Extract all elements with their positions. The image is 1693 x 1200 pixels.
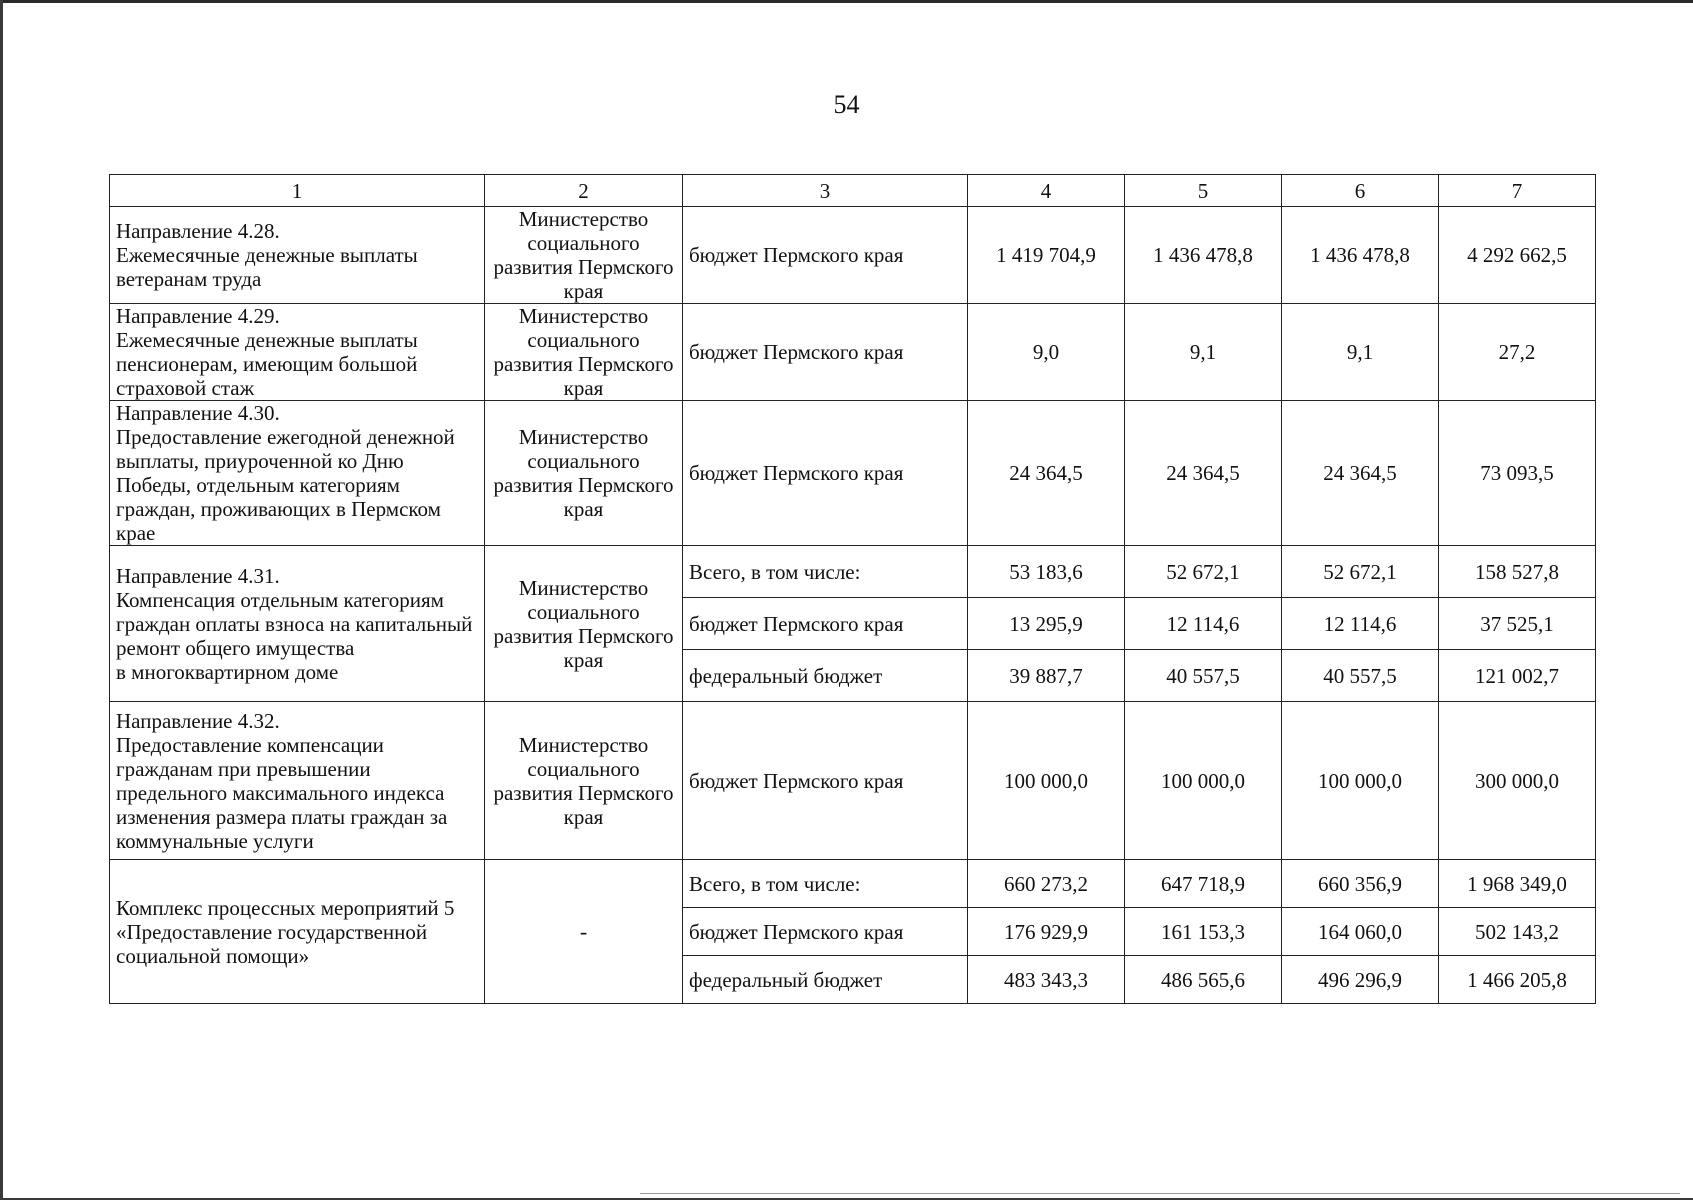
amount-cell-v4: 1 419 704,9 xyxy=(968,207,1125,304)
measure-name-cell xyxy=(110,702,485,860)
measure-name-cell xyxy=(110,207,485,304)
amount-cell-v4: 13 295,9 xyxy=(968,598,1125,650)
measure-name-line: Направление 4.32. xyxy=(116,708,280,733)
executor-cell: Министерство социального развития Пермского края xyxy=(485,207,683,304)
measure-name-line: Направление 4.28. xyxy=(116,219,280,243)
funding-source-cell: федеральный бюджет xyxy=(683,650,968,702)
funding-source-cell: бюджет Пермского края xyxy=(683,304,968,401)
funding-source-cell: бюджет Пермского края xyxy=(683,401,968,546)
funding-source-cell: бюджет Пермского края xyxy=(683,207,968,304)
amount-cell-v6: 9,1 xyxy=(1282,304,1439,401)
amount-cell-v7: 502 143,2 xyxy=(1439,908,1596,956)
amount-cell-v5: 52 672,1 xyxy=(1125,546,1282,598)
amount-cell-v6: 660 356,9 xyxy=(1282,860,1439,908)
amount-cell-v4: 53 183,6 xyxy=(968,546,1125,598)
funding-source-cell: федеральный бюджет xyxy=(683,956,968,1004)
table-body xyxy=(110,175,1596,1004)
amount-cell-v4: 100 000,0 xyxy=(968,702,1125,860)
header-cell-4: 4 xyxy=(968,175,1125,207)
scan-line-bottom xyxy=(640,1193,1680,1194)
funding-source-cell: Всего, в том числе: xyxy=(683,860,968,908)
amount-cell-v7: 27,2 xyxy=(1439,304,1596,401)
amount-cell-v5: 161 153,3 xyxy=(1125,908,1282,956)
amount-cell-v7: 73 093,5 xyxy=(1439,401,1596,546)
amount-cell-v6: 164 060,0 xyxy=(1282,908,1439,956)
header-cell-1: 1 xyxy=(110,175,485,207)
measure-name-line: «Предоставление государственной социальной помощи» xyxy=(116,919,428,968)
header-cell-3: 3 xyxy=(683,175,968,207)
measure-name-line: Ежемесячные денежные выплаты пенсионерам, имеющим большой страховой стаж xyxy=(116,328,418,400)
amount-cell-v6: 100 000,0 xyxy=(1282,702,1439,860)
amount-cell-v7: 121 002,7 xyxy=(1439,650,1596,702)
amount-cell-v5: 9,1 xyxy=(1125,304,1282,401)
amount-cell-v7: 158 527,8 xyxy=(1439,546,1596,598)
amount-cell-v5: 24 364,5 xyxy=(1125,401,1282,546)
table-row xyxy=(110,546,1596,598)
table-row xyxy=(110,304,1596,401)
amount-cell-v6: 496 296,9 xyxy=(1282,956,1439,1004)
executor-cell: - xyxy=(485,860,683,1004)
executor-cell: Министерство социального развития Пермского края xyxy=(485,702,683,860)
measure-name-cell xyxy=(110,304,485,401)
measure-name-line: Направление 4.29. xyxy=(116,304,280,328)
table-row xyxy=(110,401,1596,546)
amount-cell-v4: 483 343,3 xyxy=(968,956,1125,1004)
scan-edge-left xyxy=(0,0,3,1200)
funding-source-cell: бюджет Пермского края xyxy=(683,598,968,650)
amount-cell-v4: 9,0 xyxy=(968,304,1125,401)
amount-cell-v7: 37 525,1 xyxy=(1439,598,1596,650)
amount-cell-v5: 12 114,6 xyxy=(1125,598,1282,650)
header-cell-5: 5 xyxy=(1125,175,1282,207)
amount-cell-v5: 647 718,9 xyxy=(1125,860,1282,908)
amount-cell-v6: 12 114,6 xyxy=(1282,598,1439,650)
executor-cell: Министерство социального развития Пермского края xyxy=(485,546,683,702)
scan-edge-top xyxy=(0,0,1693,3)
measure-name-line: Предоставление ежегодной денежной выплаты, приуроченной ко Дню Победы, отдельным категориям граждан, проживающих в Пермском крае xyxy=(116,425,455,545)
table-row xyxy=(110,860,1596,908)
amount-cell-v7: 1 968 349,0 xyxy=(1439,860,1596,908)
page-number: 54 xyxy=(833,90,860,119)
funding-source-cell: бюджет Пермского края xyxy=(683,908,968,956)
executor-cell: Министерство социального развития Пермского края xyxy=(485,401,683,546)
executor-cell: Министерство социального развития Пермского края xyxy=(485,304,683,401)
amount-cell-v4: 176 929,9 xyxy=(968,908,1125,956)
amount-cell-v6: 52 672,1 xyxy=(1282,546,1439,598)
amount-cell-v4: 24 364,5 xyxy=(968,401,1125,546)
amount-cell-v6: 1 436 478,8 xyxy=(1282,207,1439,304)
amount-cell-v4: 660 273,2 xyxy=(968,860,1125,908)
measure-name-line: в многоквартирном доме xyxy=(116,659,339,684)
amount-cell-v5: 1 436 478,8 xyxy=(1125,207,1282,304)
amount-cell-v7: 4 292 662,5 xyxy=(1439,207,1596,304)
measure-name-cell xyxy=(110,860,485,1004)
amount-cell-v7: 1 466 205,8 xyxy=(1439,956,1596,1004)
amount-cell-v6: 40 557,5 xyxy=(1282,650,1439,702)
header-cell-2: 2 xyxy=(485,175,683,207)
amount-cell-v4: 39 887,7 xyxy=(968,650,1125,702)
amount-cell-v5: 100 000,0 xyxy=(1125,702,1282,860)
table-header-row xyxy=(110,175,1596,207)
measure-name-line: Ежемесячные денежные выплаты ветеранам труда xyxy=(116,243,418,291)
amount-cell-v5: 40 557,5 xyxy=(1125,650,1282,702)
funding-source-cell: Всего, в том числе: xyxy=(683,546,968,598)
budget-table xyxy=(109,174,1596,1004)
funding-source-cell: бюджет Пермского края xyxy=(683,702,968,860)
header-cell-7: 7 xyxy=(1439,175,1596,207)
measure-name-cell xyxy=(110,546,485,702)
amount-cell-v7: 300 000,0 xyxy=(1439,702,1596,860)
measure-name-line: Направление 4.30. xyxy=(116,401,280,425)
header-cell-6: 6 xyxy=(1282,175,1439,207)
measure-name-cell xyxy=(110,401,485,546)
measure-name-line: Компенсация отдельным категориям граждан оплаты взноса на капитальный ремонт общего имущества xyxy=(116,587,473,660)
measure-name-line: Предоставление компенсации гражданам при превышении предельного максимального индекса изменения размера платы граждан за коммунальные услуги xyxy=(116,732,448,853)
amount-cell-v5: 486 565,6 xyxy=(1125,956,1282,1004)
measure-name-line: Комплекс процессных мероприятий 5 xyxy=(116,895,455,920)
table-row xyxy=(110,702,1596,860)
measure-name-line: Направление 4.31. xyxy=(116,563,280,588)
table-row xyxy=(110,207,1596,304)
amount-cell-v6: 24 364,5 xyxy=(1282,401,1439,546)
